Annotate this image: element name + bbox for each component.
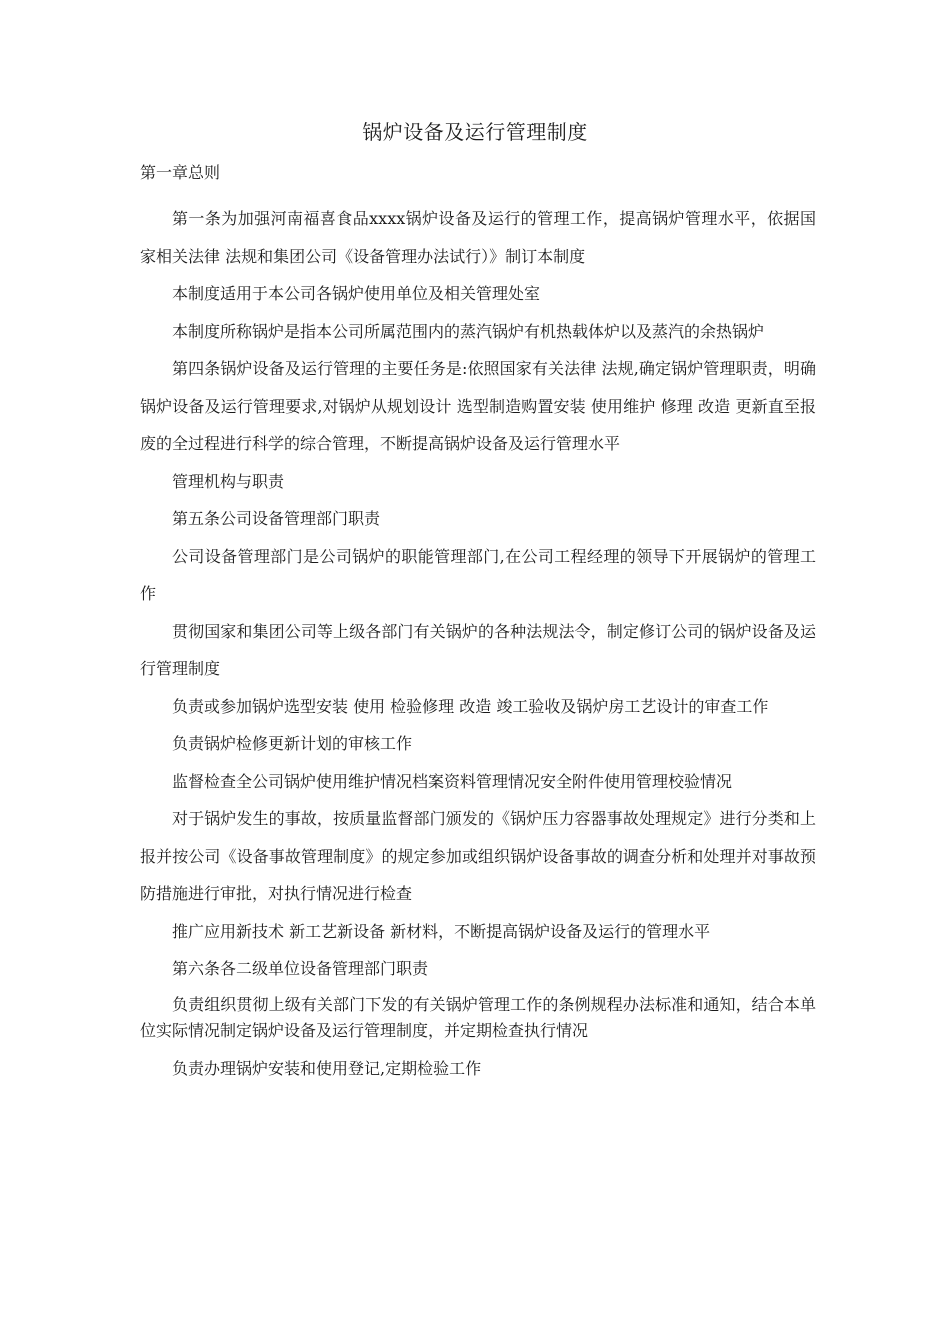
chapter-heading: 第一章总则: [140, 163, 221, 182]
paragraph-supervision: 监督检查全公司锅炉使用维护情况档案资料管理情况安全附件使用管理校验情况: [172, 771, 733, 791]
paragraph-organize-implementation: 负责组织贯彻上级有关部门下发的有关锅炉管理工作的条例规程办法标准和通知，结合本单位实际情况制定锅炉设备及运行管理制度，并定期检查执行情况: [140, 994, 816, 1040]
document-body: [140, 158, 816, 1087]
paragraph-maintenance-plan: 负责锅炉检修更新计划的审核工作: [172, 734, 413, 753]
paragraph-article-1: 第一条为加强河南福喜食品xxxx锅炉设备及运行的管理工作，提高锅炉管理水平，依据国家相关法律 法规和集团公司《设备管理办法试行）》制订本制度: [140, 209, 816, 266]
paragraph-dept-role: 公司设备管理部门是公司锅炉的职能管理部门,在公司工程经理的领导下开展锅炉的管理工作: [140, 546, 816, 603]
paragraph-article-6: 第六条各二级单位设备管理部门职责: [172, 959, 429, 978]
paragraph-new-technology: 推广应用新技术 新工艺新设备 新材料，不断提高锅炉设备及运行的管理水平: [172, 921, 711, 941]
paragraph-implement-regulations: 贯彻国家和集团公司等上级各部门有关锅炉的各种法规法令，制定修订公司的锅炉设备及运行管理制度: [140, 621, 816, 678]
paragraph-scope: 本制度适用于本公司各锅炉使用单位及相关管理处室: [172, 284, 541, 303]
section-heading-organization: 管理机构与职责: [172, 471, 285, 491]
paragraph-article-5: 第五条公司设备管理部门职责: [172, 509, 381, 528]
document-title: 锅炉设备及运行管理制度: [362, 120, 588, 144]
paragraph-registration: 负责办理锅炉安装和使用登记,定期检验工作: [172, 1058, 482, 1078]
paragraph-article-4: 第四条锅炉设备及运行管理的主要任务是:依照国家有关法律 法规,确定锅炉管理职责，明确锅炉设备及运行管理要求,对锅炉从规划设计 选型制造购置安装 使用维护 修理 改造 更新直至报废的全过程进行科学的综合管理，不断提高锅炉设备及运行管理水平: [140, 359, 816, 453]
paragraph-installation-review: 负责或参加锅炉选型安装 使用 检验修理 改造 竣工验收及锅炉房工艺设计的审查工作: [172, 696, 769, 716]
paragraph-accident-handling: 对于锅炉发生的事故，按质量监督部门颁发的《锅炉压力容器事故处理规定》进行分类和上报并按公司《设备事故管理制度》的规定参加或组织锅炉设备事故的调查分析和处理并对事故预防措施进行审批，对执行情况进行检查: [140, 809, 816, 903]
paragraph-definition: 本制度所称锅炉是指本公司所属范围内的蒸汽锅炉有机热载体炉以及蒸汽的余热锅炉: [172, 321, 765, 341]
